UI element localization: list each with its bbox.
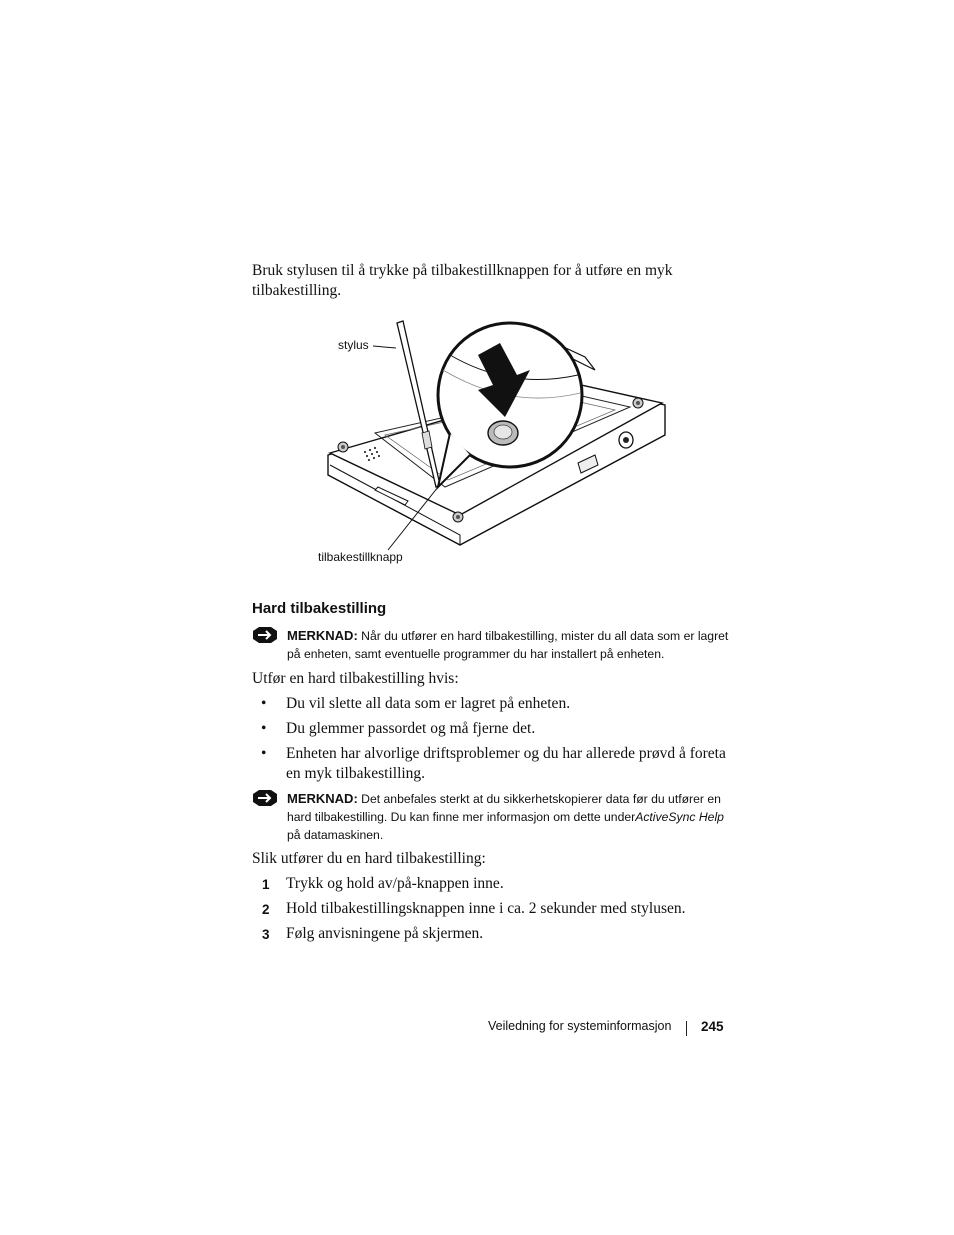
list-item-text: Du vil slette all data som er lagret på enheten. [286, 695, 571, 712]
list-item-text: Enheten har alvorlige driftsproblemer og du har allerede prøvd å foreta en myk tilbakestilling. [286, 745, 726, 782]
step-text: Følg anvisningene på skjermen. [286, 925, 484, 942]
step-item [252, 924, 732, 944]
bullet-mark: • [261, 695, 267, 712]
notice-icon [252, 789, 278, 807]
section-heading: Hard tilbakestilling [252, 600, 387, 617]
notice-label: MERKNAD: [287, 628, 358, 643]
intro-paragraph: Bruk stylusen til å trykke på tilbakestillknappen for å utføre en myk tilbakestilling. [252, 262, 673, 299]
page-number: 245 [701, 1019, 724, 1034]
step-number: 2 [262, 902, 270, 917]
notice-text [287, 790, 732, 844]
notice-label: MERKNAD: [287, 791, 358, 806]
step-number: 1 [262, 877, 270, 892]
step-number: 3 [262, 927, 270, 942]
step-text: Trykk og hold av/på-knappen inne. [286, 875, 504, 892]
notice-icon [252, 626, 278, 644]
notice-body-end: på datamaskinen. [287, 828, 384, 842]
footer-title: Veiledning for systeminformasjon [488, 1019, 672, 1033]
list-item-text: Du glemmer passordet og må fjerne det. [286, 720, 536, 737]
steps-list [252, 874, 732, 949]
callout-reset-button-label: tilbakestillknapp [318, 550, 403, 564]
conditions-paragraph: Utfør en hard tilbakestilling hvis: [252, 670, 459, 687]
footer-separator [686, 1021, 687, 1036]
notice-text [287, 627, 732, 663]
bullet-mark: • [261, 745, 267, 762]
notice-body: Det anbefales sterkt at du sikkerhetskopierer data før du utfører en hard tilbakestilling. Du kan finne mer informasjon om dette under [287, 792, 721, 824]
device-reset-illustration [310, 315, 680, 575]
notice-reference: ActiveSync Help [635, 810, 724, 824]
howto-paragraph: Slik utfører du en hard tilbakestilling: [252, 850, 486, 867]
step-item [252, 874, 732, 894]
step-item [252, 899, 732, 919]
list-item [252, 719, 732, 739]
conditions-list [252, 694, 732, 789]
callout-stylus-label: stylus [338, 338, 369, 352]
list-item [252, 694, 732, 714]
step-text: Hold tilbakestillingsknappen inne i ca. 2 sekunder med stylusen. [286, 900, 686, 917]
page-footer [488, 1019, 728, 1033]
notice-body: Når du utfører en hard tilbakestilling, mister du all data som er lagret på enheten, samt eventuelle programmer du har installert på enheten. [287, 629, 729, 661]
bullet-mark: • [261, 720, 267, 737]
list-item [252, 744, 732, 783]
